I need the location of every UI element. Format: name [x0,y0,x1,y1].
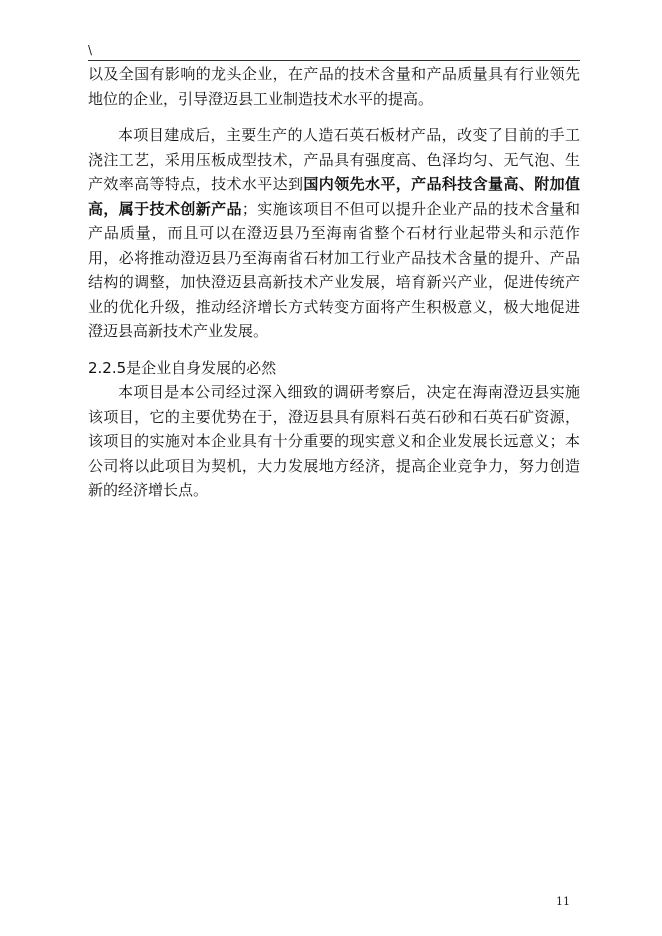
header-mark: \ [88,43,93,57]
paragraph-company-development: 本项目是本公司经过深入细致的调研考察后，决定在海南澄迈县实施该项目，它的主要优势在于，澄迈县具有原料石英石砂和石英石矿资源，该项目的实施对本企业具有十分重要的现实意义和企业发展长远意义；本公司将以此项目为契机，大力发展地方经济，提高企业竞争力，努力创造新的经济增长点。 [88,383,580,499]
header-rule [88,60,580,61]
page-number: 11 [556,895,570,908]
paragraph-text-after-bold: ；实施该项目不但可以提升企业产品的技术含量和产品质量，而且可以在澄迈县乃至海南省整个石材行业起带头和示范作用，必将推动澄迈县乃至海南省石材加工行业产品技术含量的提升、产品结构的调整，加快澄迈县高新技术产业发展，培育新兴产业，促进传统产业的优化升级，推动经济增长方式转变方面将产生积极意义，极大地促进澄迈县高新技术产业发展。 [88,199,580,340]
paragraph-leading-industry: 以及全国有影响的龙头企业，在产品的技术含量和产品质量具有行业领先地位的企业，引导澄迈县工业制造技术水平的提高。 [88,65,580,108]
document-body [88,62,580,503]
paragraph-text-before-bold: 本项目建成后，主要生产的人造石英石板材产品，改变了目前的手工浇注工艺，采用压板成型技术，产品具有强度高、色泽均匀、无气泡、生产效率高等特点，技术水平达到 [88,126,580,193]
section-heading: 2.2.5是企业自身发展的必然 [88,358,277,377]
paragraph-bold-emphasis: 国内领先水平，产品科技含量高、附加值高，属于技术创新产品 [88,175,580,218]
paragraph-project-benefits [88,123,580,344]
